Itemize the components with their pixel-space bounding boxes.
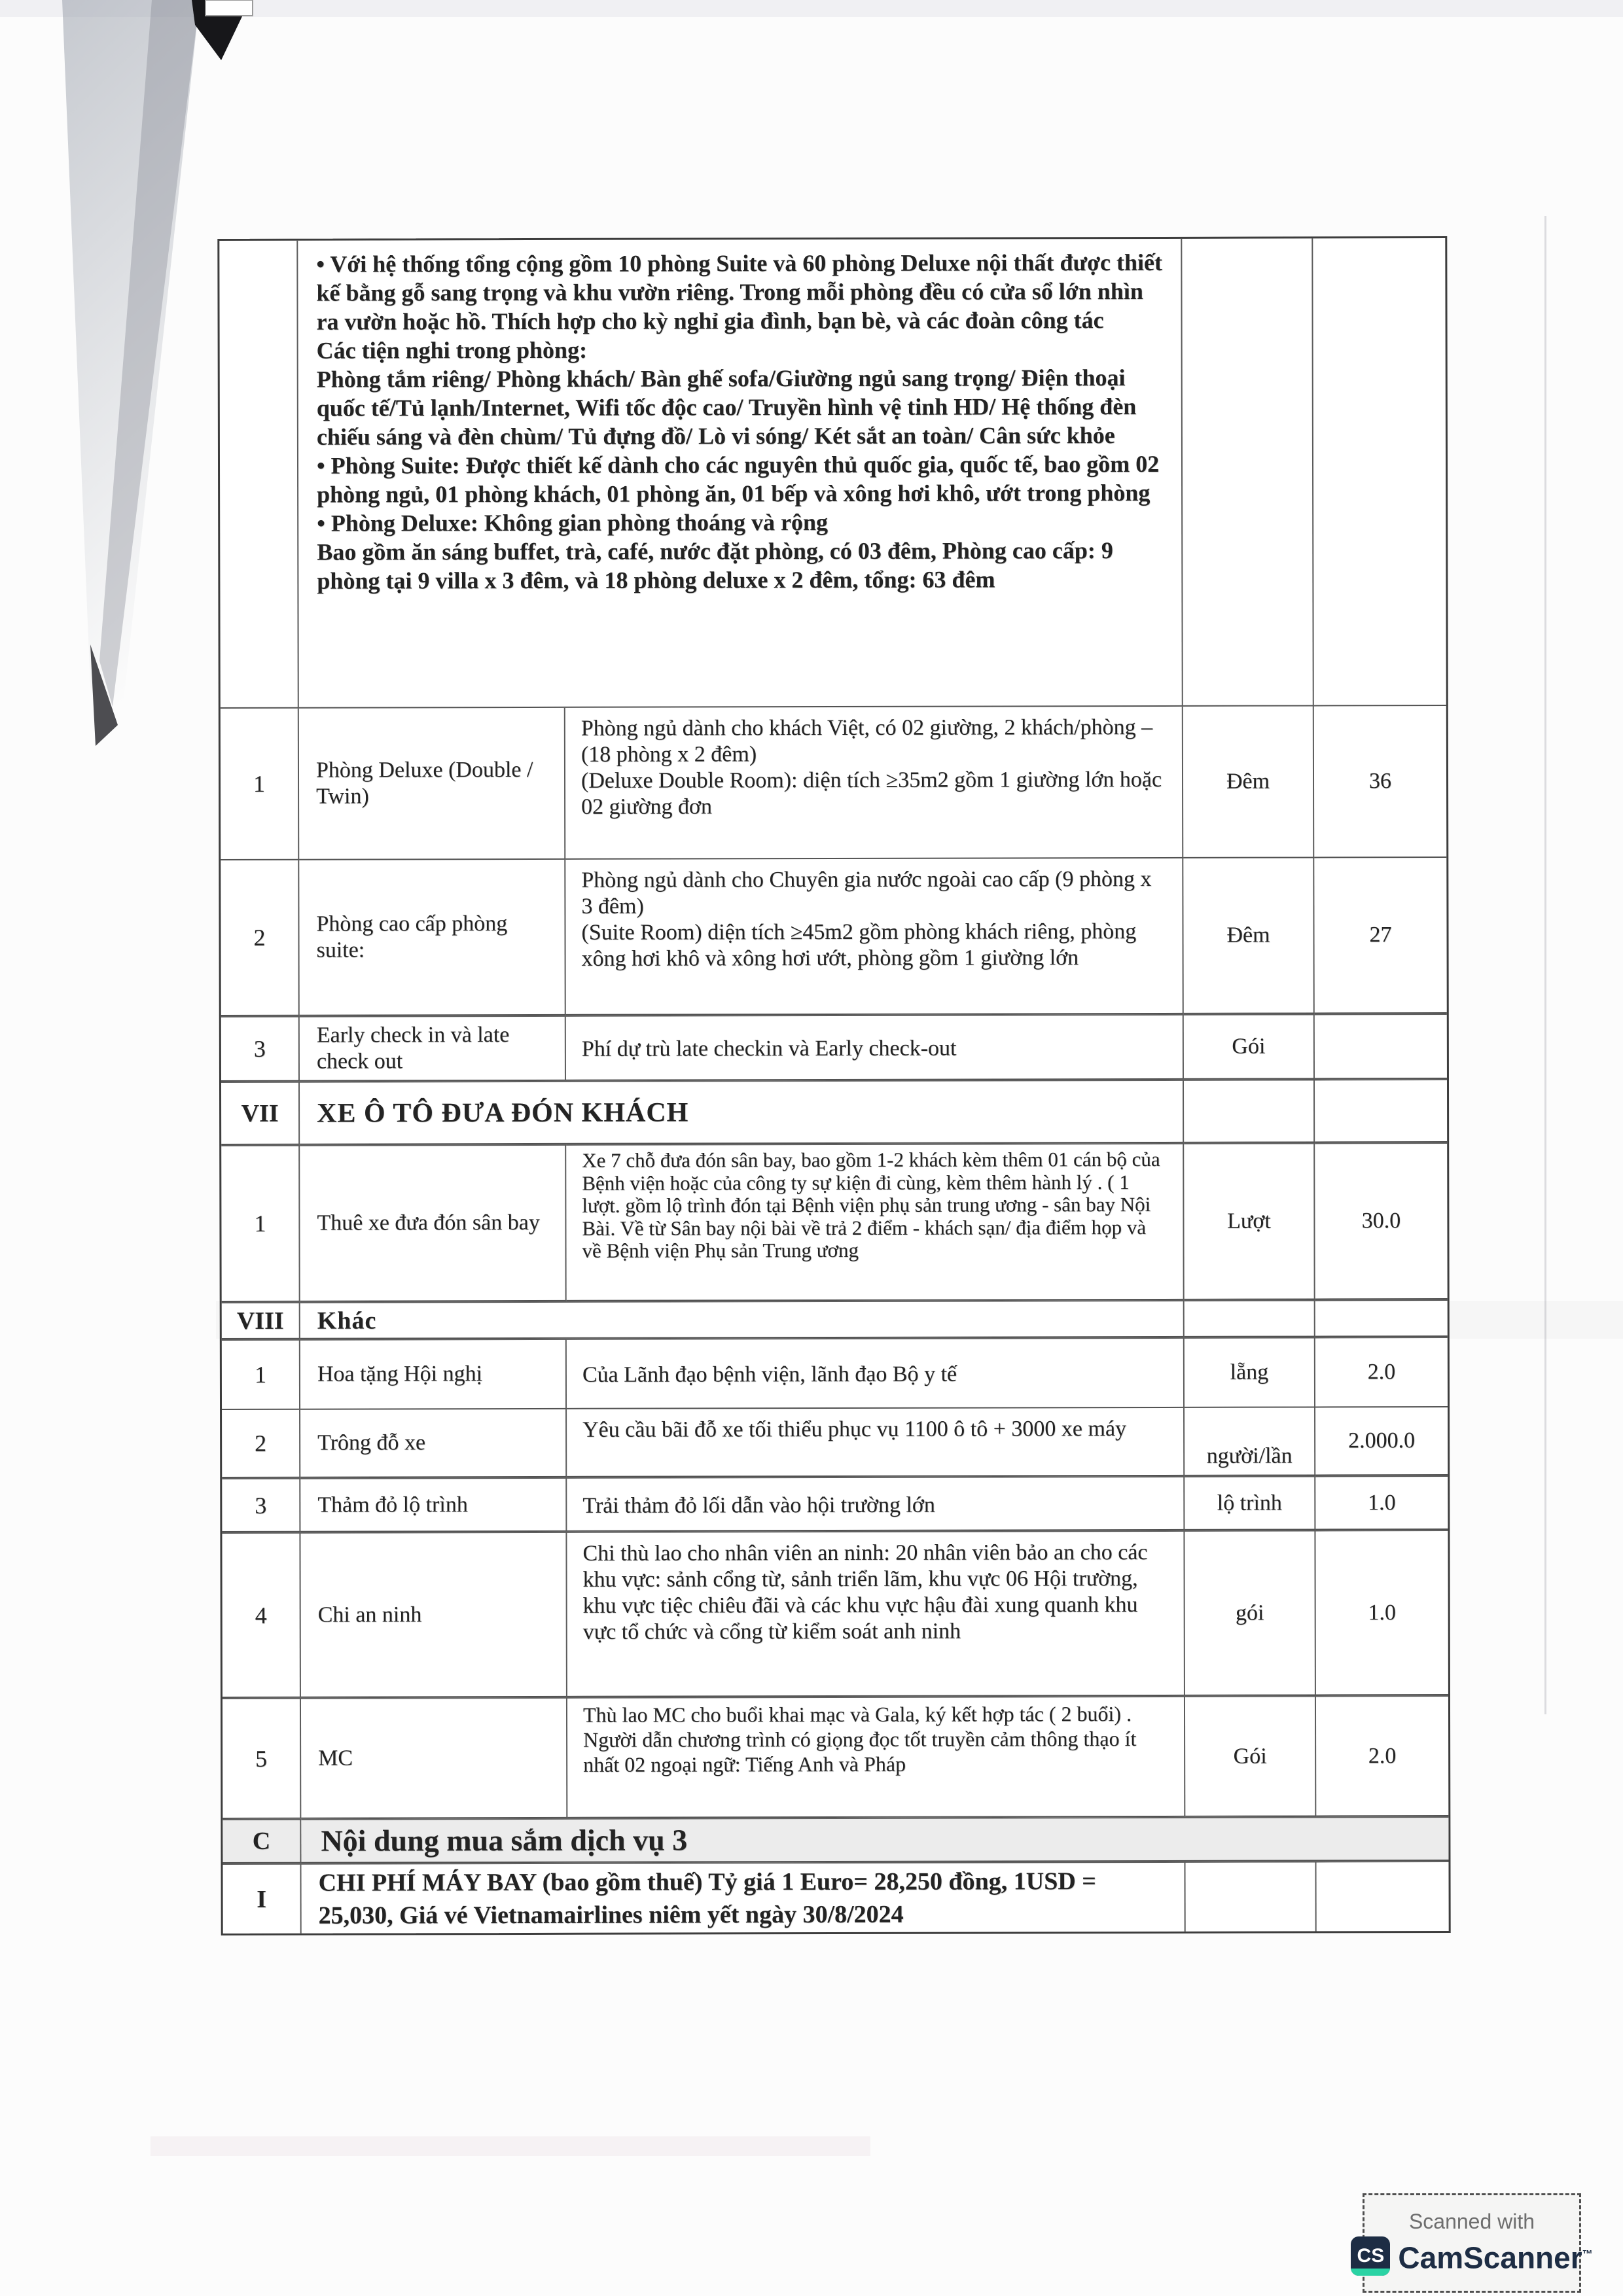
item-name-cell: MC [301, 1697, 567, 1819]
stt-cell: 4 [222, 1532, 301, 1698]
item-name-cell: Thuê xe đưa đón sân bay [300, 1144, 567, 1302]
quantity-cell [1315, 1299, 1448, 1337]
section-title-cell: XE Ô TÔ ĐƯA ĐÓN KHÁCH [300, 1080, 1184, 1145]
section-title-cell: Nội dung mua sắm dịch vụ 3 [301, 1816, 1448, 1863]
trademark-symbol: ™ [1582, 2248, 1593, 2260]
stt-cell: 1 [221, 1145, 300, 1302]
description-cell: Xe 7 chỗ đưa đón sân bay, bao gồm 1-2 khách kèm thêm 01 cán bộ của Bệnh viện hoặc của công ty sự kiện đi cùng, kèm thêm hành lý . ( 1 lượt. gồm lộ trình đón tại Bệnh viện phụ sản trung ương - sân bay Nội Bài. Về từ Sân bay nội bài về trả 2 điểm - khách sạn/ địa điểm họp và về Bệnh viện Phụ sản Trung ương [566, 1143, 1185, 1301]
procurement-table [217, 236, 1450, 1935]
unit-cell [1185, 1299, 1315, 1337]
unit-cell [1182, 238, 1313, 706]
description-cell: Yêu cầu bãi đỗ xe tối thiểu phục vụ 1100 ô tô + 3000 xe máy [567, 1408, 1185, 1477]
unit-cell: Đêm [1183, 706, 1314, 858]
quantity-cell: 27 [1314, 858, 1446, 1014]
unit-cell: Gói [1185, 1695, 1316, 1816]
quantity-cell: 1.0 [1315, 1475, 1448, 1530]
section-title-cell: Khác [300, 1300, 1185, 1339]
description-cell: Phòng ngủ dành cho khách Việt, có 02 giường, 2 khách/phòng – (18 phòng x 2 đêm) (Deluxe Double Room): diện tích ≥35m2 gồm 1 giường lớn hoặc 02 giường đơn [565, 707, 1183, 860]
corner-white-notch [205, 0, 253, 16]
item-name-cell: Phòng cao cấp phòng suite: [299, 860, 565, 1016]
paper-edge-shadow [62, 0, 200, 743]
quantity-cell: 36 [1314, 706, 1446, 858]
item-name-cell: Phòng Deluxe (Double / Twin) [299, 708, 565, 860]
stt-cell: 3 [222, 1478, 300, 1532]
quantity-cell: 2.000.0 [1315, 1407, 1448, 1475]
quantity-cell: 2.0 [1315, 1337, 1448, 1407]
description-cell: Phòng ngủ dành cho Chuyên gia nước ngoài cao cấp (9 phòng x 3 đêm) (Suite Room) diện tích ≥45m2 gồm phòng khách riêng, phòng xông hơi khô và xông hơi ướt, phòng gồm 1 giường lớn [565, 858, 1183, 1016]
item-name-cell: Hoa tặng Hội nghị [300, 1339, 567, 1410]
stt-cell: 3 [221, 1016, 300, 1082]
quantity-cell: 1.0 [1315, 1530, 1448, 1695]
stt-cell [219, 241, 298, 709]
stt-cell: 5 [223, 1698, 301, 1819]
unit-cell: Lượt [1184, 1142, 1315, 1299]
description-cell: Trải thảm đỏ lối dẫn vào hội trường lớn [567, 1476, 1185, 1532]
unit-cell: người/lần [1185, 1407, 1315, 1475]
quantity-cell: 30.0 [1315, 1142, 1448, 1299]
stt-cell: 1 [222, 1339, 300, 1410]
section-number-cell: VIII [222, 1302, 300, 1339]
unit-cell: gói [1185, 1530, 1316, 1695]
section-number-cell: VII [221, 1082, 300, 1145]
camscanner-logo-teal-bar [1351, 2269, 1390, 2276]
unit-cell: lẵng [1185, 1337, 1315, 1407]
unit-cell: Đêm [1183, 858, 1314, 1014]
item-name-cell: Chi an ninh [300, 1532, 567, 1698]
description-cell: Của Lãnh đạo bệnh viện, lãnh đạo Bộ y tế [567, 1337, 1185, 1409]
quantity-cell [1315, 1079, 1447, 1142]
item-name-cell: Thảm đỏ lộ trình [300, 1477, 567, 1532]
camscanner-logo-icon [1351, 2236, 1390, 2276]
description-cell: Thù lao MC cho buổi khai mạc và Gala, ký kết hợp tác ( 2 buổi) . Người dẫn chương trình có giọng đọc tốt truyền cảm thông thạo ít nhất 02 ngoại ngữ: Tiếng Anh và Pháp [567, 1696, 1185, 1818]
unit-cell [1184, 1079, 1315, 1142]
paper-edge-shadow-dark [99, 0, 200, 707]
quantity-cell [1315, 1014, 1447, 1079]
description-cell: Chi thù lao cho nhân viên an ninh: 20 nhân viên bảo an cho các khu vực: sảnh cổng từ, sảnh triển lãm, khu vực 06 Hội trường, khu vực tiệc chiêu đãi và các khu vực hậu đài xung quanh khu vực tổ chức và cổng từ kiểm soát anh ninh [567, 1530, 1185, 1697]
item-name-cell: Early check in và late check out [300, 1016, 566, 1082]
unit-cell [1185, 1861, 1316, 1931]
camscanner-brand-text: CamScanner™ [1398, 2240, 1593, 2275]
description-cell: Phí dự trù late checkin và Early check-out [566, 1014, 1184, 1081]
stt-cell: 1 [221, 709, 299, 860]
left-edge-dark-spot [90, 645, 118, 746]
top-scan-noise-strip [0, 0, 1623, 17]
quantity-cell: 2.0 [1316, 1695, 1448, 1816]
section-number-cell: I [223, 1863, 301, 1934]
scanned-with-label: Scanned with [1408, 2210, 1535, 2233]
unit-cell: lộ trình [1185, 1475, 1315, 1530]
right-paper-crease-line [1544, 216, 1546, 1714]
camscanner-logo-text: CS [1357, 2245, 1385, 2267]
section-number-cell: C [223, 1819, 301, 1863]
item-name-cell: Trông đỗ xe [300, 1409, 567, 1478]
quantity-cell [1316, 1861, 1448, 1931]
stt-cell: 2 [222, 1410, 300, 1478]
corner-black-wedge [192, 0, 250, 60]
bottom-scan-noise [151, 2136, 870, 2156]
camscanner-watermark [1357, 2193, 1593, 2293]
flight-cost-cell: CHI PHÍ MÁY BAY (bao gồm thuế) Tỷ giá 1 Euro= 28,250 đồng, 1USD = 25,030, Giá vé Vietnamairlines niêm yết ngày 30/8/2024 [301, 1862, 1185, 1934]
quantity-cell [1313, 238, 1446, 706]
unit-cell: Gói [1184, 1014, 1315, 1079]
hotel-description-cell: • Với hệ thống tổng cộng gồm 10 phòng Suite và 60 phòng Deluxe nội thất được thiết kế bằng gỗ sang trọng và khu vườn riêng. Trong mỗi phòng đều có cửa sổ lớn nhìn ra vườn hoặc hồ. Thích hợp cho kỳ nghỉ gia đình, bạn bè, và các đoàn công tác Các tiện nghi trong phòng: Phòng tắm riêng/ Phòng khách/ Bàn ghế sofa/Giường ngủ sang trọng/ Điện thoại quốc tế/Tủ lạnh/Internet, Wifi tốc độc cao/ Truyền hình vệ tinh HD/ Hệ thống đèn chiếu sáng và đèn chùm/ Tủ đựng đồ/ Lò vi sóng/ Két sắt an toàn/ Cân sức khỏe • Phòng Suite: Được thiết kế dành cho các nguyên thủ quốc gia, quốc tế, bao gồm 02 phòng ngủ, 01 phòng khách, 01 phòng ăn, 01 bếp và xông hơi khô, ướt trong phòng • Phòng Deluxe: Không gian phòng thoáng và rộng Bao gồm ăn sáng buffet, trà, café, nước đặt phòng, có 03 đêm, Phòng cao cấp: 9 phòng tại 9 villa x 3 đêm, và 18 phòng deluxe x 2 đêm, tổng: 63 đêm [298, 239, 1183, 709]
stt-cell: 2 [221, 860, 299, 1016]
